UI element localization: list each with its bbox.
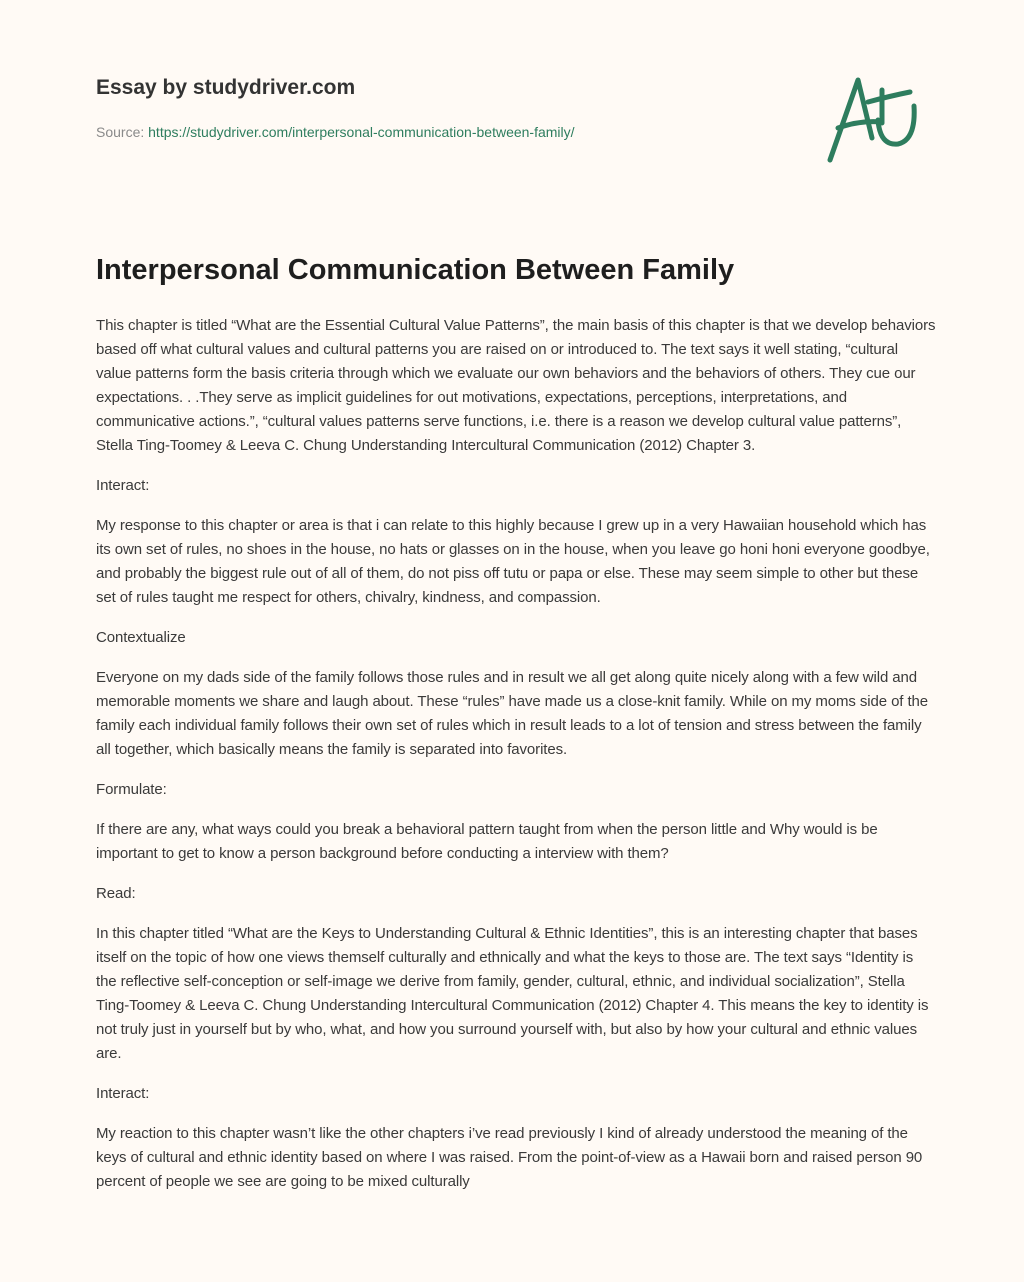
paragraph: This chapter is titled “What are the Essential Cultural Value Patterns”, the main basis of this chapter is that we develop behaviors based off what cultural values and cultural patterns you are raised on or introduced to. The text says it well stating, “cultural value patterns form the basis criteria through which we evaluate our own behaviors and the behaviors of others. They cue our expectations. . .They serve as implicit guidelines for out motivations, expectations, perceptions, interpretations, and communicative actions.”, “cultural values patterns serve functions, i.e. there is a reason we develop cultural value patterns”, Stella Ting-Toomey & Leeva C. Chung Understanding Intercultural Communication (2012) Chapter 3. [96,317,936,454]
page-title: Interpersonal Communication Between Family [96,254,735,286]
paragraph: My reaction to this chapter wasn’t like the other chapters i’ve read previously I kind of already understood the meaning of the keys of cultural and ethnic identity based on where I was raised. From the point-of-view as a Hawaii born and raised person 90 percent of people we see are going to be mixed culturally [96,1125,923,1190]
a-plus-logo-icon [820,68,930,168]
paragraph: If there are any, what ways could you break a behavioral pattern taught from when the person little and Why would is be important to get to know a person background before conducting a interview with them? [96,821,878,862]
site-brand: Essay by studydriver.com [96,76,356,99]
source-link[interactable]: https://studydriver.com/interpersonal-communication-between-family/ [148,124,575,140]
section-label: Contextualize [96,629,186,646]
source-line [96,124,575,140]
section-label: Interact: [96,1085,150,1102]
paragraph: My response to this chapter or area is that i can relate to this highly because I grew up in a very Hawaiian household which has its own set of rules, no shoes in the house, no hats or glasses on in the house, when you leave go honi honi everyone goodbye, and probably the biggest rule out of all of them, do not piss off tutu or papa or else. These may seem simple to other but these set of rules taught me respect for others, chivalry, kindness, and compassion. [96,517,930,606]
section-label: Read: [96,885,136,902]
paragraph: In this chapter titled “What are the Keys to Understanding Cultural & Ethnic Identities”, this is an interesting chapter that bases itself on the topic of how one views themself culturally and ethnically and what the keys to those are. The text says “Identity is the reflective self-conception or self-image we derive from family, gender, cultural, ethnic, and individual socialization”, Stella Ting-Toomey & Leeva C. Chung Understanding Intercultural Communication (2012) Chapter 4. This means the key to identity is not truly just in yourself but by who, what, and how you surround yourself with, but also by how your cultural and ethnic values are. [96,925,929,1062]
essay-body [96,314,936,1210]
source-label: Source: [96,124,149,140]
paragraph: Everyone on my dads side of the family follows those rules and in result we all get along quite nicely along with a few wild and memorable moments we share and laugh about. These “rules” have made us a close-knit family. While on my moms side of the family each individual family follows their own set of rules which in result leads to a lot of tension and stress between the family all together, which basically means the family is separated into favorites. [96,669,928,758]
section-label: Interact: [96,477,150,494]
section-label: Formulate: [96,781,167,798]
